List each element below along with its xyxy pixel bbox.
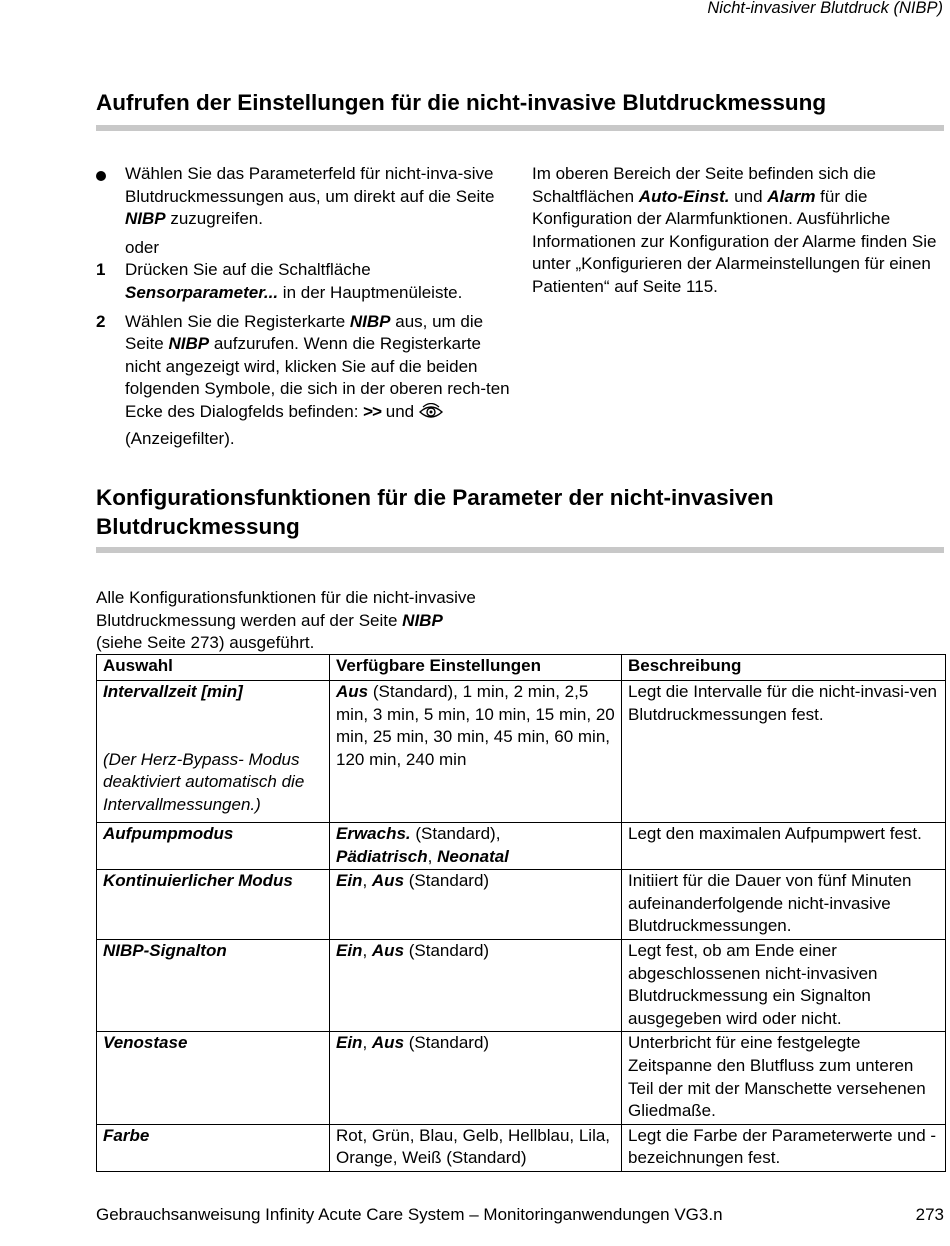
row-note: (Der Herz-Bypass- Modus deaktiviert automatisch die Intervallmessungen.) <box>103 749 305 814</box>
alarm-info-paragraph: Im oberen Bereich der Seite befinden sich die Schaltflächen Auto-Einst. und Alarm für die Konfiguration der Alarmfunktionen. Ausführliche Informationen zur Konfiguration der Alarme finden Sie unter „Konfigurieren der Alarmeinstellungen für einen Patienten“ auf Seite 115. <box>532 164 937 296</box>
nibp-term: NIBP <box>168 334 210 354</box>
right-column <box>532 163 944 299</box>
step-number: 2 <box>96 311 106 331</box>
footer-title: Gebrauchsanweisung Infinity Acute Care System – Monitoringanwendungen VG3.n <box>96 1205 723 1224</box>
cell-auswahl: Farbe <box>97 1124 330 1171</box>
cell-einstellungen: Ein, Aus (Standard) <box>330 870 622 940</box>
section-heading-access: Aufrufen der Einstellungen für die nicht-invasive Blutdruckmessung <box>96 90 827 115</box>
bullet-item: Wählen Sie das Parameterfeld für nicht-inva-sive Blutdruckmessungen aus, um direkt auf die Seite NIBP zuzugreifen. <box>96 163 512 231</box>
header-beschreibung: Beschreibung <box>622 655 946 681</box>
nibp-term: NIBP <box>125 209 166 229</box>
cell-einstellungen: Erwachs. (Standard), Pädiatrisch, Neonatal <box>330 823 622 870</box>
config-table <box>96 654 946 1172</box>
running-head: Nicht-invasiver Blutdruck (NIBP) <box>707 0 943 17</box>
header-auswahl: Auswahl <box>97 655 330 681</box>
table-row <box>97 1124 946 1171</box>
section-rule <box>96 125 944 131</box>
section-heading-config: Konfigurationsfunktionen für die Parameter der nicht-invasiven Blutdruckmessung <box>96 485 774 539</box>
page-number: 273 <box>915 1205 944 1224</box>
table-row <box>97 1032 946 1124</box>
intro-paragraph: Alle Konfigurationsfunktionen für die nicht-invasive Blutdruckmessung werden auf der Seite NIBP (siehe Seite 273) ausgeführt. <box>96 588 476 653</box>
left-column <box>96 163 512 456</box>
cell-beschreibung: Legt den maximalen Aufpumpwert fest. <box>622 823 946 870</box>
cell-auswahl: Aufpumpmodus <box>97 823 330 870</box>
alarm-term: Alarm <box>767 186 816 206</box>
table-row <box>97 823 946 870</box>
table-row <box>97 681 946 823</box>
sensorparameter-term: Sensorparameter... <box>125 282 279 302</box>
cell-einstellungen: Ein, Aus (Standard) <box>330 1032 622 1124</box>
nibp-term: NIBP <box>349 311 391 331</box>
cell-einstellungen: Ein, Aus (Standard) <box>330 939 622 1031</box>
step-number: 1 <box>96 260 106 280</box>
chevron-double-icon: >> <box>363 401 382 421</box>
cell-beschreibung: Legt die Intervalle für die nicht-invasi-ven Blutdruckmessungen fest. <box>622 681 946 823</box>
cell-beschreibung: Legt die Farbe der Parameterwerte und -bezeichnungen fest. <box>622 1124 946 1171</box>
step-1: 1 Drücken Sie auf die Schaltfläche Sensorparameter... in der Hauptmenüleiste. <box>96 260 463 302</box>
cell-einstellungen: Aus (Standard), 1 min, 2 min, 2,5 min, 3 min, 5 min, 10 min, 15 min, 20 min, 25 min, 30 min, 45 min, 60 min, 120 min, 240 min <box>330 681 622 823</box>
cell-auswahl: NIBP-Signalton <box>97 939 330 1031</box>
step-2: 2 Wählen Sie die Registerkarte NIBP aus, um die Seite NIBP aufzurufen. Wenn die Registerkarte nicht angezeigt wird, klicken Sie auf die beiden folgenden Symbole, die sich in der oberen rech-ten Ecke des Dialogfelds befinden: >> und (Anzeigefilter). <box>96 311 510 448</box>
section-rule <box>96 547 944 553</box>
cell-einstellungen: Rot, Grün, Blau, Gelb, Hellblau, Lila, Orange, Weiß (Standard) <box>330 1124 622 1171</box>
table-header-row <box>97 655 946 681</box>
nibp-term: NIBP <box>402 610 443 630</box>
cell-beschreibung: Legt fest, ob am Ende einer abgeschlossenen nicht-invasiven Blutdruckmessung ein Signalton ausgegeben wird oder nicht. <box>622 939 946 1031</box>
cell-beschreibung: Initiiert für die Dauer von fünf Minuten aufeinanderfolgende nicht-invasive Blutdruckmessungen. <box>622 870 946 940</box>
header-einstellungen: Verfügbare Einstellungen <box>330 655 622 681</box>
bullet-icon <box>96 171 106 181</box>
cell-auswahl: Venostase <box>97 1032 330 1124</box>
table-row <box>97 870 946 940</box>
cell-auswahl: Kontinuierlicher Modus <box>97 870 330 940</box>
table-row <box>97 939 946 1031</box>
cell-auswahl: Intervallzeit [min] (Der Herz-Bypass- Modus deaktiviert automatisch die Intervallmessungen.) <box>97 681 330 823</box>
cell-beschreibung: Unterbricht für eine festgelegte Zeitspanne den Blutfluss zum unteren Teil der mit der Manschette versehenen Gliedmaße. <box>622 1032 946 1124</box>
auto-einst-term: Auto-Einst. <box>638 186 730 206</box>
or-text: oder <box>125 237 160 257</box>
eye-icon <box>419 403 443 428</box>
